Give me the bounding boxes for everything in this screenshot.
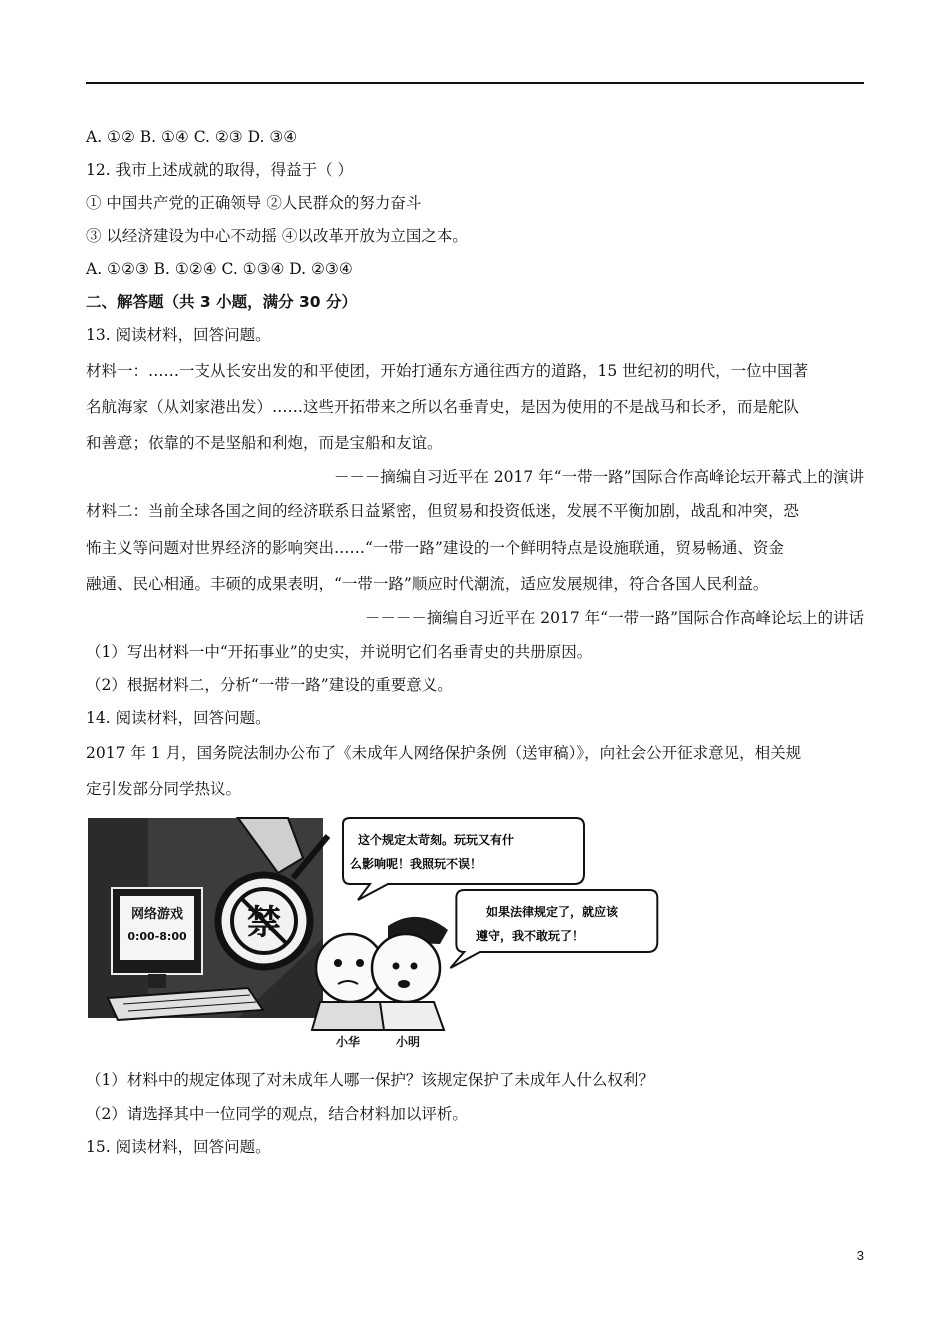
question-13-part-2: （2）根据材料二，分析“一带一路”建设的重要意义。 <box>86 676 453 694</box>
material-14-line-1: 2017 年 1 月，国务院法制办公布了《未成年人网络保护条例（送审稿）》，向社会公开征求意见，相关规 <box>86 744 802 762</box>
question-14-part-1: （1）材料中的规定体现了对未成年人哪一保护？该规定保护了未成年人什么权利？ <box>86 1071 654 1089</box>
bubble-2-line-2: 遵守，我不敢玩了！ <box>476 929 585 943</box>
material-2-line-1: 材料二：当前全球各国之间的经济联系日益紧密，但贸易和投资低迷，发展不平衡加剧，战乱和冲突，恐 <box>86 502 800 520</box>
page-number: 3 <box>856 1248 864 1263</box>
bubble-2-line-1: 如果法律规定了，就应该 <box>486 905 619 919</box>
bubble-1-line-1: 这个规定太苛刻。玩玩又有什 <box>358 833 515 847</box>
ban-character: 禁 <box>247 903 281 943</box>
question-13-part-1: （1）写出材料一中“开拓事业”的史实，并说明它们名垂青史的共册原因。 <box>86 643 593 661</box>
material-2-line-3: 融通、民心相通。丰硕的成果表明，“一带一路”顺应时代潮流，适应发展规律，符合各国人民利益。 <box>86 575 769 593</box>
header-rule <box>86 82 864 84</box>
section-heading: 二、解答题（共 3 小题，满分 30 分） <box>86 293 357 311</box>
material-1-line-3: 和善意；依靠的不是坚船和利炮，而是宝船和友谊。 <box>86 434 443 452</box>
question-13: 13. 阅读材料，回答问题。 <box>86 326 271 344</box>
question-12: 12. 我市上述成就的取得，得益于（ ） <box>86 161 354 179</box>
name-xiaoming: 小明 <box>396 1035 421 1049</box>
question-14: 14. 阅读材料，回答问题。 <box>86 709 271 727</box>
material-14-line-2: 定引发部分同学热议。 <box>86 780 242 798</box>
statement-1-2: ① 中国共产党的正确领导 ②人民群众的努力奋斗 <box>86 194 422 212</box>
statement-3-4: ③ 以经济建设为中心不动摇 ④以改革开放为立国之本。 <box>86 227 468 245</box>
options-q12: A. ①②③ B. ①②④ C. ①③④ D. ②③④ <box>86 260 353 278</box>
cartoon-illustration <box>88 818 619 1050</box>
material-2-line-2: 怖主义等问题对世界经济的影响突出……“一带一路”建设的一个鲜明特点是设施联通，贸易畅通、资金 <box>86 539 784 557</box>
screen-time: 0:00-8:00 <box>127 930 187 943</box>
screen-title: 网络游戏 <box>130 907 184 922</box>
material-1-line-2: 名航海家（从刘家港出发）……这些开拓带来之所以名垂青史，是因为使用的不是战马和长矛，而是舵队 <box>86 398 800 416</box>
bubble-1-line-2: 么影响呢！我照玩不误！ <box>350 857 483 871</box>
question-15: 15. 阅读材料，回答问题。 <box>86 1138 271 1156</box>
material-2-source: －－－－摘编自习近平在 2017 年“一带一路”国际合作高峰论坛上的讲话 <box>364 609 864 627</box>
question-14-part-2: （2）请选择其中一位同学的观点，结合材料加以评析。 <box>86 1105 468 1123</box>
name-xiaohua: 小华 <box>336 1035 361 1049</box>
material-1-source: －－－摘编自习近平在 2017 年“一带一路”国际合作高峰论坛开幕式上的演讲 <box>333 468 864 486</box>
xiaoming-figure <box>372 934 440 1002</box>
options-q11: A. ①② B. ①④ C. ②③ D. ③④ <box>86 128 298 146</box>
material-1-line-1: 材料一：……一支从长安出发的和平使团，开始打通东方通往西方的道路，15 世纪初的明代，一位中国著 <box>86 362 809 380</box>
